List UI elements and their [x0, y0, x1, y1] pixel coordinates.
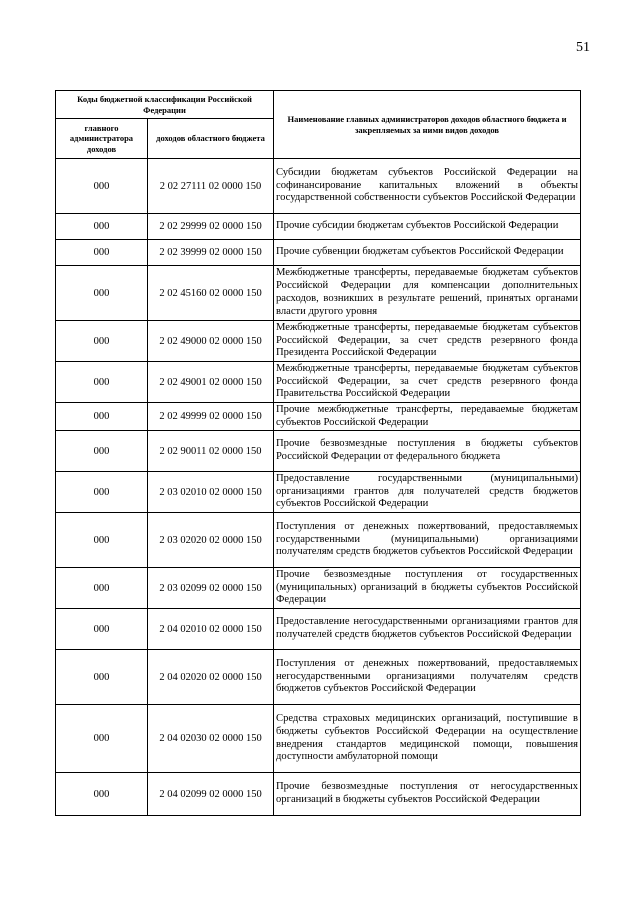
- income-name-cell: Прочие безвозмездные поступления в бюджеты субъектов Российской Федерации от федерального бюджета: [274, 431, 581, 472]
- admin-column-header: главного администратора доходов: [56, 119, 148, 159]
- income-name-cell: Прочие межбюджетные трансферты, передаваемые бюджетам субъектов Российской Федерации: [274, 403, 581, 431]
- income-code-cell: 2 04 02030 02 0000 150: [148, 705, 274, 773]
- table-body: [56, 159, 581, 816]
- table-row: [56, 240, 581, 266]
- admin-code-cell: 000: [56, 266, 148, 321]
- income-code-cell: 2 03 02010 02 0000 150: [148, 472, 274, 513]
- admin-code-cell: 000: [56, 773, 148, 816]
- admin-code-cell: 000: [56, 609, 148, 650]
- admin-code-cell: 000: [56, 214, 148, 240]
- income-code-cell: 2 02 39999 02 0000 150: [148, 240, 274, 266]
- budget-codes-table: [55, 90, 581, 816]
- codes-header: Коды бюджетной классификации Российской Федерации: [56, 91, 274, 119]
- admin-code-cell: 000: [56, 650, 148, 705]
- income-code-cell: 2 04 02099 02 0000 150: [148, 773, 274, 816]
- name-header: Наименование главных администраторов доходов областного бюджета и закрепляемых за ними видов доходов: [274, 91, 581, 159]
- income-code-cell: 2 04 02010 02 0000 150: [148, 609, 274, 650]
- table-row: [56, 321, 581, 362]
- admin-code-cell: 000: [56, 362, 148, 403]
- income-column-header: доходов областного бюджета: [148, 119, 274, 159]
- income-code-cell: 2 02 29999 02 0000 150: [148, 214, 274, 240]
- income-name-cell: Прочие безвозмездные поступления от государственных (муниципальных) организаций в бюджеты субъектов Российской Федерации: [274, 568, 581, 609]
- table-row: [56, 773, 581, 816]
- income-code-cell: 2 02 49999 02 0000 150: [148, 403, 274, 431]
- income-name-cell: Прочие безвозмездные поступления от негосударственных организаций в бюджеты субъектов Российской Федерации: [274, 773, 581, 816]
- table-row: [56, 403, 581, 431]
- income-code-cell: 2 04 02020 02 0000 150: [148, 650, 274, 705]
- admin-code-cell: 000: [56, 403, 148, 431]
- income-code-cell: 2 03 02099 02 0000 150: [148, 568, 274, 609]
- admin-code-cell: 000: [56, 472, 148, 513]
- table-row: [56, 362, 581, 403]
- admin-code-cell: 000: [56, 159, 148, 214]
- income-name-cell: Предоставление негосударственными организациями грантов для получателей средств бюджетов субъектов Российской Федерации: [274, 609, 581, 650]
- table-row: [56, 472, 581, 513]
- table-row: [56, 609, 581, 650]
- income-name-cell: Межбюджетные трансферты, передаваемые бюджетам субъектов Российской Федерации, за счет средств резервного фонда Правительства Российской Федерации: [274, 362, 581, 403]
- admin-code-cell: 000: [56, 240, 148, 266]
- admin-code-cell: 000: [56, 513, 148, 568]
- income-name-cell: Прочие субсидии бюджетам субъектов Российской Федерации: [274, 214, 581, 240]
- income-name-cell: Межбюджетные трансферты, передаваемые бюджетам субъектов Российской Федерации для компенсации дополнительных расходов, возникших в результате решений, принятых органами власти другого уровня: [274, 266, 581, 321]
- table-row: [56, 214, 581, 240]
- table-row: [56, 266, 581, 321]
- income-code-cell: 2 02 49001 02 0000 150: [148, 362, 274, 403]
- table-row: [56, 431, 581, 472]
- table-row: [56, 513, 581, 568]
- income-code-cell: 2 03 02020 02 0000 150: [148, 513, 274, 568]
- income-code-cell: 2 02 49000 02 0000 150: [148, 321, 274, 362]
- table-row: [56, 159, 581, 214]
- admin-code-cell: 000: [56, 431, 148, 472]
- income-name-cell: Поступления от денежных пожертвований, предоставляемых государственными (муниципальными) организациями получателям средств бюджетов субъектов Российской Федерации: [274, 513, 581, 568]
- income-name-cell: Поступления от денежных пожертвований, предоставляемых негосударственными организациями получателям средств бюджетов субъектов Российской Федерации: [274, 650, 581, 705]
- admin-code-cell: 000: [56, 568, 148, 609]
- income-code-cell: 2 02 90011 02 0000 150: [148, 431, 274, 472]
- income-name-cell: Средства страховых медицинских организаций, поступившие в бюджеты субъектов Российской Федерации на осуществление внедрения стандартов медицинской помощи, повышения доступности амбулаторной помощи: [274, 705, 581, 773]
- income-name-cell: Предоставление государственными (муниципальными) организациями грантов для получателей средств бюджетов субъектов Российской Федерации: [274, 472, 581, 513]
- table-row: [56, 650, 581, 705]
- income-code-cell: 2 02 27111 02 0000 150: [148, 159, 274, 214]
- admin-code-cell: 000: [56, 321, 148, 362]
- income-name-cell: Межбюджетные трансферты, передаваемые бюджетам субъектов Российской Федерации, за счет средств резервного фонда Президента Российской Федерации: [274, 321, 581, 362]
- income-name-cell: Субсидии бюджетам субъектов Российской Федерации на софинансирование капитальных вложений в объекты государственной собственности субъектов Российской Федерации: [274, 159, 581, 214]
- income-name-cell: Прочие субвенции бюджетам субъектов Российской Федерации: [274, 240, 581, 266]
- income-code-cell: 2 02 45160 02 0000 150: [148, 266, 274, 321]
- page-number: 51: [576, 40, 590, 55]
- table-row: [56, 705, 581, 773]
- table-row: [56, 568, 581, 609]
- admin-code-cell: 000: [56, 705, 148, 773]
